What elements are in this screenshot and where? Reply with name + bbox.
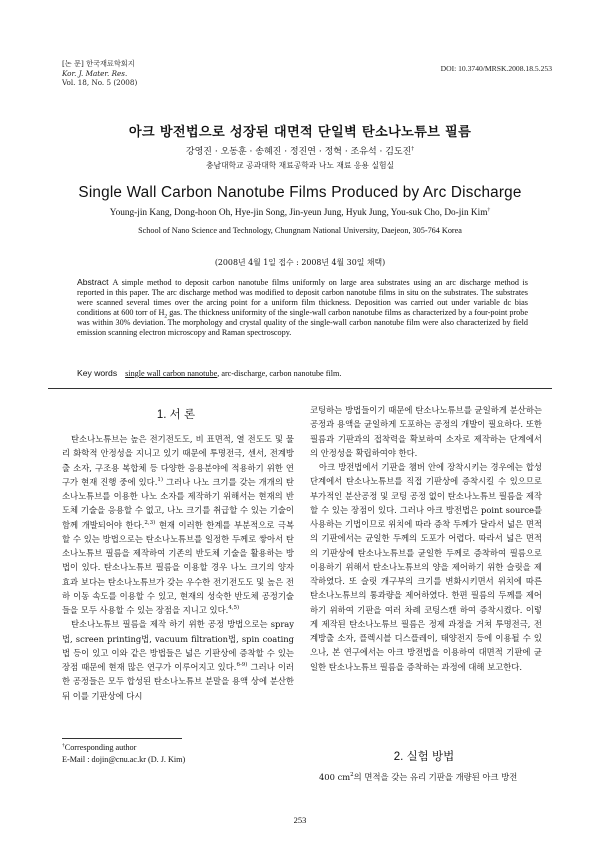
text: 탄소나노튜브 필름을 제작 하기 위한 공정 방법으로는 spray법, screen printing법, vacuum filtration법, spin coating법 등이 있고 이와 같은 방법들은 넓은 기판상에 증착할 수 있는 장점 때문에 현재 많은 연구가 이루어지고 있다.: [62, 619, 294, 672]
right-column: [310, 403, 542, 674]
affiliation-korean: 충남대학교 공과대학 재료공학과 나노 재료 응용 실험실: [205, 161, 395, 170]
keywords-label: Key words: [77, 368, 118, 378]
paragraph: 코팅하는 방법들이기 때문에 탄소나노튜브를 균일하게 분산하는 공정과 용액을 균일하게 도포하는 공정의 개발이 필요하다. 또한 필름과 기판과의 접착력을 확보하여 소자로 제작하는 단계에서의 안정성을 확립하여야 한다.: [310, 405, 542, 458]
keywords: [77, 368, 528, 378]
text: 그러나 나노 크기를 갖는 개개의 탄소나노튜브를 이용한 나노 소자를 제작하기 위해서는 현재의 반도체 기술을 응용할 수 없고, 나노 크기를 취급할 수 있는 기술이 함께 개발되어야 한다.: [62, 476, 294, 530]
footnote-rule: [62, 738, 182, 739]
journal-volume: Vol. 18, No. 5 (2008): [62, 78, 138, 87]
citation: 1): [157, 476, 163, 483]
section-heading-methods: 2. 실험 방법: [393, 751, 455, 763]
authors-english-names: Young-jin Kang, Dong-hoon Oh, Hye-jin Song, Jin-yeun Jung, Hyuk Jung, You-suk Cho, Do-jin Kim: [109, 208, 488, 218]
text: 그러나 이러한 공정들은 모두 합성된 탄소나노튜브 분말을 용액 상에 분산한 뒤 이를 기판상에 다시: [62, 662, 294, 701]
text: 현재 이러한 한계를 부분적으로 극복할 수 있는 방법으로는 탄소나노튜브를 일정한 두께로 쌓아서 탄소나노튜브 필름을 제작하여 기존의 반도체 기술을 활용하는 방법이 있다. 탄소나노튜브 필름을 이용할 경우 나노 크기의 양자효과 보다는 탄소나노튜브가 갖는 우수한 전기전도도 및 높은 전하 이동 속도를 이용할 수 있고, 현재의 성숙한 반도체 공정기술들을 모두 사용할 수 있는 장점을 지니고 있다.: [62, 519, 294, 615]
journal-name-ko: [논 문] 한국재료학회지: [62, 59, 135, 68]
divider: [48, 388, 552, 389]
citation: 6-9): [236, 662, 248, 669]
right-column-lower: [310, 770, 542, 784]
affiliation-english: School of Nano Science and Technology, Chungnam National University, Daejeon, 305-764 Korea: [138, 226, 462, 235]
paragraph: 아크 방전법에서 기판을 챔버 안에 장착시키는 경우에는 합성 단계에서 탄소나노튜브를 직접 기판상에 증착시킬 수 있으므로 부가적인 분산공정 및 코팅 공정 없이 탄소나노튜브 필름을 제작할 수 있는 장점이 있다. 그러나 아크 방전법은 point source를 사용하는 기법이므로 위치에 따라 증착 두께가 달라서 넓은 면적의 기판에서는 균일한 두께의 도포가 어렵다. 따라서 넓은 면적의 기판상에 탄소나노튜브를 균일한 두께로 증착하여 필름으로 이용하기 위해서 탄소나노튜브의 양을 제어하기 위한 슬릿을 제작하였다. 또 슬릿 개구부의 크기를 변화시키면서 위치에 따른 탄소나노튜브의 통과량을 제어하였다. 한편 필름의 두께를 제어하기 위하여 기판을 여러 차례 코팅스캔 하여 증착시켰다. 이렇게 제작된 탄소나노튜브 필름은 정제 과정을 거쳐 투명전극, 전계방출 소자, 플렉시블 디스플레이, 태양전지 등에 이용될 수 있으나, 본 연구에서는 아크 방전법을 이용하여 대면적 기판에 균일한 탄소나노튜브 필름을 증착하는 과정에 대해 보고한다.: [310, 462, 542, 672]
text: 400 cm: [319, 772, 351, 782]
abstract-label: Abstract: [77, 277, 109, 287]
section-heading-introduction: 1. 서 론: [156, 409, 196, 421]
corresponding-mark-en: †: [487, 206, 491, 213]
citation: 2,3): [144, 519, 156, 526]
footnote-email: E-Mail : dojin@cnu.ac.kr (D. J. Kim): [62, 754, 186, 764]
title-english: Single Wall Carbon Nanotube Films Produced by Arc Discharge: [78, 184, 522, 201]
text: 탄소나노튜브는 높은 전기전도도, 비 표면적, 열 전도도 및 물리 화학적 안정성을 지니고 있기 때문에 투명전극, 센서, 전계방출 소자, 구조용 복합체 등 다양한 응용분야에 적용하기 위한 연구가 현재 진행 중에 있다.: [62, 434, 294, 487]
text: 의 면적을 갖는 유리 기판을 개량된 아크 방전: [353, 772, 518, 782]
superscript: 2: [350, 772, 354, 779]
journal-name-en: Kor. J. Mater. Res.: [62, 68, 128, 78]
title-korean: 아크 방전법으로 성장된 대면적 단일벽 탄소나노튜브 필름: [128, 125, 472, 140]
authors-korean: [0, 144, 600, 157]
footnote-author: [62, 742, 185, 754]
page-number: 253: [293, 815, 307, 825]
keyword-underlined: single wall carbon nanotube: [125, 369, 218, 378]
doi: DOI: 10.3740/MRSK.2008.18.5.253: [440, 64, 552, 73]
journal-header: [62, 59, 137, 88]
abstract: [77, 277, 528, 339]
keywords-rest: , arc-discharge, carbon nanotube film.: [217, 369, 342, 378]
paragraph: [62, 617, 294, 703]
footnote-mark: †: [62, 742, 65, 749]
paragraph: [62, 432, 294, 617]
authors-korean-names: 강영진 · 오동훈 · 송혜진 · 정진연 · 정혁 · 조유석 · 김도진: [185, 147, 412, 157]
left-column: [62, 432, 294, 703]
abstract-text-cont: gas. The thickness uniformity of the single-wall carbon nanotube films as characterized by a four-point probe was within 30% deviation. The morphology and crystal quality of the single-wall carbon nanotube film were also characterized by field emission scanning electron microscopy and Raman spectroscopy.: [77, 308, 528, 338]
received-accepted-dates: (2008년 4월 1일 접수 : 2008년 4월 30일 채택): [214, 258, 386, 267]
footnote: [62, 742, 185, 765]
abstract-text: A simple method to deposit carbon nanotube films uniformly on large area substrates using an arc discharge method is reported in this paper. The arc discharge method was modified to deposit carbon nanotube films in situ on the substrates. The substrates were scanned several times over the arcing point for a uniform film thickness. Deposition was carried out under variable dc bias conditions at 600 torr of H: [77, 278, 528, 318]
authors-english: [0, 208, 600, 218]
text: Corresponding author: [64, 743, 137, 752]
corresponding-mark: †: [411, 146, 415, 152]
paragraph: [310, 770, 542, 784]
abstract-subscript: 2: [164, 313, 168, 320]
citation: 4,5): [228, 605, 240, 612]
